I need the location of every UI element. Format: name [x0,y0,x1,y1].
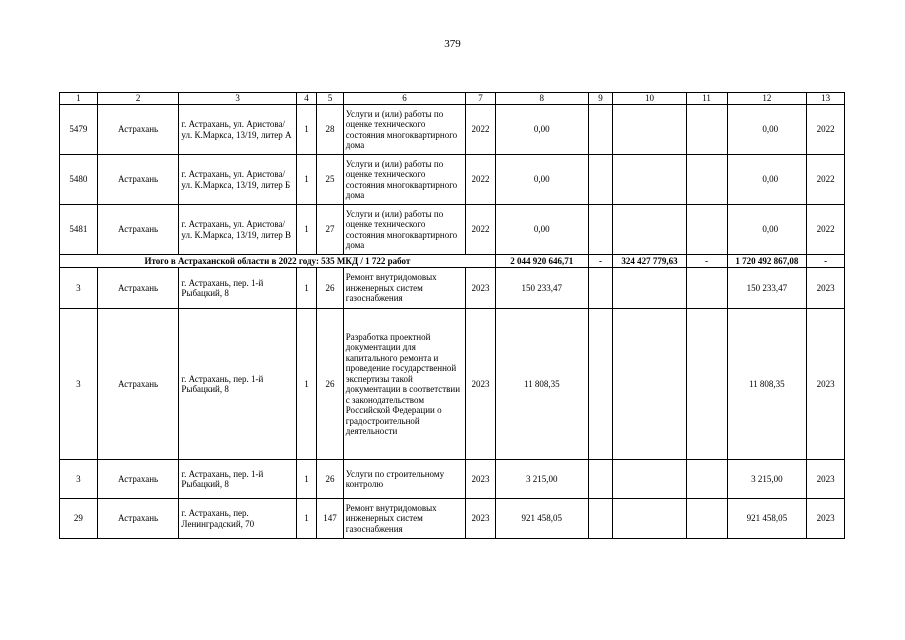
col-4: 1 [296,268,316,309]
col-11 [686,460,727,499]
column-number: 10 [613,93,686,105]
col-9 [588,155,612,205]
year: 2022 [466,205,496,255]
city: Астрахань [97,309,179,460]
col-9 [588,268,612,309]
end-year: 2023 [807,268,845,309]
col-9 [588,309,612,460]
year: 2023 [466,268,496,309]
col-10 [613,309,686,460]
col-10 [613,460,686,499]
column-number: 8 [495,93,588,105]
col-12: 921 458,05 [727,499,807,539]
row-number: 3 [60,268,98,309]
col-12: 3 215,00 [727,460,807,499]
total-cost: 2 044 920 646,71 [495,255,588,268]
col-9 [588,460,612,499]
col-5: 26 [317,268,344,309]
column-number: 3 [179,93,296,105]
table-row [60,268,845,309]
col-12: 0,00 [727,155,807,205]
column-number: 1 [60,93,98,105]
col-10 [613,499,686,539]
col-5: 27 [317,205,344,255]
year: 2022 [466,155,496,205]
total-col-9: - [588,255,612,268]
row-number: 5480 [60,155,98,205]
table-row [60,309,845,460]
col-11 [686,105,727,155]
col-12: 11 808,35 [727,309,807,460]
col-10 [613,268,686,309]
year: 2023 [466,309,496,460]
total-cost: 11 808,35 [495,309,588,460]
table-row [60,205,845,255]
col-4: 1 [296,460,316,499]
total-col-10: 324 427 779,63 [613,255,686,268]
col-12: 0,00 [727,105,807,155]
col-4: 1 [296,105,316,155]
column-number: 7 [466,93,496,105]
row-number: 29 [60,499,98,539]
col-4: 1 [296,309,316,460]
column-number: 2 [97,93,179,105]
total-cost: 3 215,00 [495,460,588,499]
table-row [60,460,845,499]
col-5: 28 [317,105,344,155]
col-9 [588,205,612,255]
col-4: 1 [296,155,316,205]
column-number: 4 [296,93,316,105]
column-number: 13 [807,93,845,105]
total-cost: 0,00 [495,155,588,205]
city: Астрахань [97,205,179,255]
total-col-11: - [686,255,727,268]
col-11 [686,309,727,460]
col-5: 26 [317,309,344,460]
work-type: Услуги по строительному контролю [343,460,465,499]
address: г. Астрахань, ул. Аристова/ ул. К.Маркса, 13/19, литер Б [179,155,296,205]
table-row [60,499,845,539]
row-number: 5479 [60,105,98,155]
column-number: 6 [343,93,465,105]
table-row [60,105,845,155]
total-label: Итого в Астраханской области в 2022 году: 535 МКД / 1 722 работ [60,255,496,268]
total-cost: 0,00 [495,105,588,155]
col-4: 1 [296,205,316,255]
column-number: 5 [317,93,344,105]
column-number: 9 [588,93,612,105]
table-row [60,155,845,205]
row-number: 5481 [60,205,98,255]
year: 2023 [466,460,496,499]
address: г. Астрахань, пер. 1-й Рыбацкий, 8 [179,460,296,499]
end-year: 2023 [807,309,845,460]
end-year: 2022 [807,105,845,155]
column-number: 12 [727,93,807,105]
end-year: 2022 [807,155,845,205]
col-11 [686,155,727,205]
end-year: 2023 [807,499,845,539]
total-col-12: 1 720 492 867,08 [727,255,807,268]
col-5: 147 [317,499,344,539]
city: Астрахань [97,105,179,155]
work-type: Ремонт внутридомовых инженерных систем газоснабжения [343,499,465,539]
col-11 [686,499,727,539]
column-number: 11 [686,93,727,105]
col-11 [686,268,727,309]
city: Астрахань [97,268,179,309]
col-12: 0,00 [727,205,807,255]
row-number: 3 [60,460,98,499]
address: г. Астрахань, ул. Аристова/ ул. К.Маркса, 13/19, литер А [179,105,296,155]
col-10 [613,205,686,255]
city: Астрахань [97,155,179,205]
col-5: 26 [317,460,344,499]
col-4: 1 [296,499,316,539]
work-type: Услуги и (или) работы по оценке технического состояния многоквартирного дома [343,205,465,255]
work-type: Разработка проектной документации для капитального ремонта и проведение государственной экспертизы такой документации в соответствии с законодательством Российской Федерации о градостроительной деятельности [343,309,465,460]
address: г. Астрахань, пер. 1-й Рыбацкий, 8 [179,268,296,309]
city: Астрахань [97,499,179,539]
year: 2022 [466,105,496,155]
col-9 [588,105,612,155]
total-col-13: - [807,255,845,268]
address: г. Астрахань, ул. Аристова/ ул. К.Маркса, 13/19, литер В [179,205,296,255]
col-11 [686,205,727,255]
row-number: 3 [60,309,98,460]
work-type: Услуги и (или) работы по оценке технического состояния многоквартирного дома [343,105,465,155]
column-numbers-row [60,93,845,105]
total-cost: 0,00 [495,205,588,255]
total-row [60,255,845,268]
page-number: 379 [444,38,461,50]
col-5: 25 [317,155,344,205]
end-year: 2022 [807,205,845,255]
work-type: Ремонт внутридомовых инженерных систем газоснабжения [343,268,465,309]
address: г. Астрахань, пер. Ленинградский, 70 [179,499,296,539]
city: Астрахань [97,460,179,499]
address: г. Астрахань, пер. 1-й Рыбацкий, 8 [179,309,296,460]
col-12: 150 233,47 [727,268,807,309]
col-10 [613,155,686,205]
total-cost: 150 233,47 [495,268,588,309]
repair-program-table [59,92,845,539]
end-year: 2023 [807,460,845,499]
work-type: Услуги и (или) работы по оценке технического состояния многоквартирного дома [343,155,465,205]
total-cost: 921 458,05 [495,499,588,539]
col-10 [613,105,686,155]
col-9 [588,499,612,539]
year: 2023 [466,499,496,539]
